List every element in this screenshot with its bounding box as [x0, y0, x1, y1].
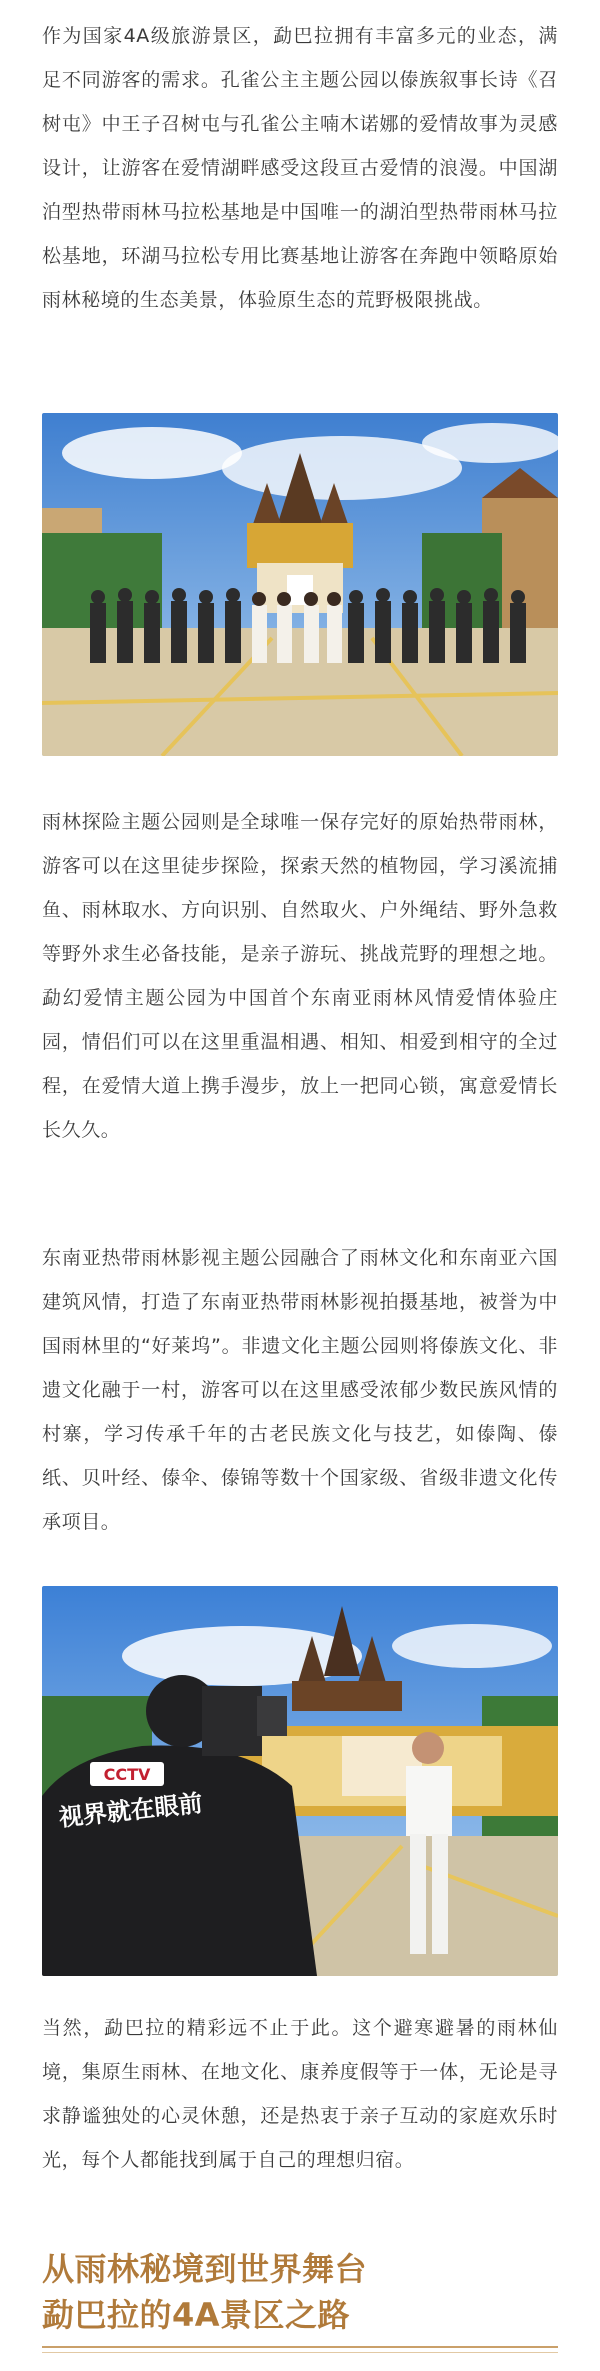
section-heading — [42, 2246, 558, 2338]
article-paragraph-2: 雨林探险主题公园则是全球唯一保存完好的原始热带雨林，游客可以在这里徒步探险，探索天然的植物园，学习溪流捕鱼、雨林取水、方向识别、自然取火、户外绳结、野外急救等野外求生必备技能，是亲子游玩、挑战荒野的理想之地。勐幻爱情主题公园为中国首个东南亚雨林风情爱情体验庄园，情侣们可以在这里重温相遇、相知、相爱到相守的全过程，在爱情大道上携手漫步，放上一把同心锁，寓意爱情长长久久。 — [42, 811, 558, 1141]
section-heading-line-1: 从雨林秘境到世界舞台 — [42, 2250, 368, 2288]
article-paragraph-4: 当然，勐巴拉的精彩远不止于此。这个避寒避暑的雨林仙境，集原生雨林、在地文化、康养度假等于一体，无论是寻求静谧独处的心灵休憩，还是热衷于亲子互动的家庭欢乐时光，每个人都能找到属于自己的理想归宿。 — [42, 2017, 558, 2171]
heading-divider-thin — [42, 2352, 558, 2353]
group-photo-at-temple — [42, 413, 558, 756]
tv-interview-photo — [42, 1586, 558, 1976]
article-paragraph-3: 东南亚热带雨林影视主题公园融合了雨林文化和东南亚六国建筑风情，打造了东南亚热带雨林影视拍摄基地，被誉为中国雨林里的“好莱坞”。非遗文化主题公园则将傣族文化、非遗文化融于一村，游客可以在这里感受浓郁少数民族风情的村寨，学习传承千年的古老民族文化与技艺，如傣陶、傣纸、贝叶经、傣伞、傣锦等数十个国家级、省级非遗文化传承项目。 — [42, 1247, 558, 1533]
jacket-slogan: 视界就在眼前 — [57, 1789, 204, 1832]
heading-divider — [42, 2346, 558, 2348]
article-paragraph-1: 作为国家4A级旅游景区，勐巴拉拥有丰富多元的业态，满足不同游客的需求。孔雀公主主题公园以傣族叙事长诗《召树屯》中王子召树屯与孔雀公主喃木诺娜的爱情故事为灵感设计，让游客在爱情湖畔感受这段亘古爱情的浪漫。中国湖泊型热带雨林马拉松基地是中国唯一的湖泊型热带雨林马拉松基地，环湖马拉松专用比赛基地让游客在奔跑中领略原始雨林秘境的生态美景，体验原生态的荒野极限挑战。 — [42, 25, 558, 311]
section-heading-line-2: 勐巴拉的4A景区之路 — [42, 2296, 351, 2334]
cctv-logo: CCTV — [103, 1765, 151, 1784]
